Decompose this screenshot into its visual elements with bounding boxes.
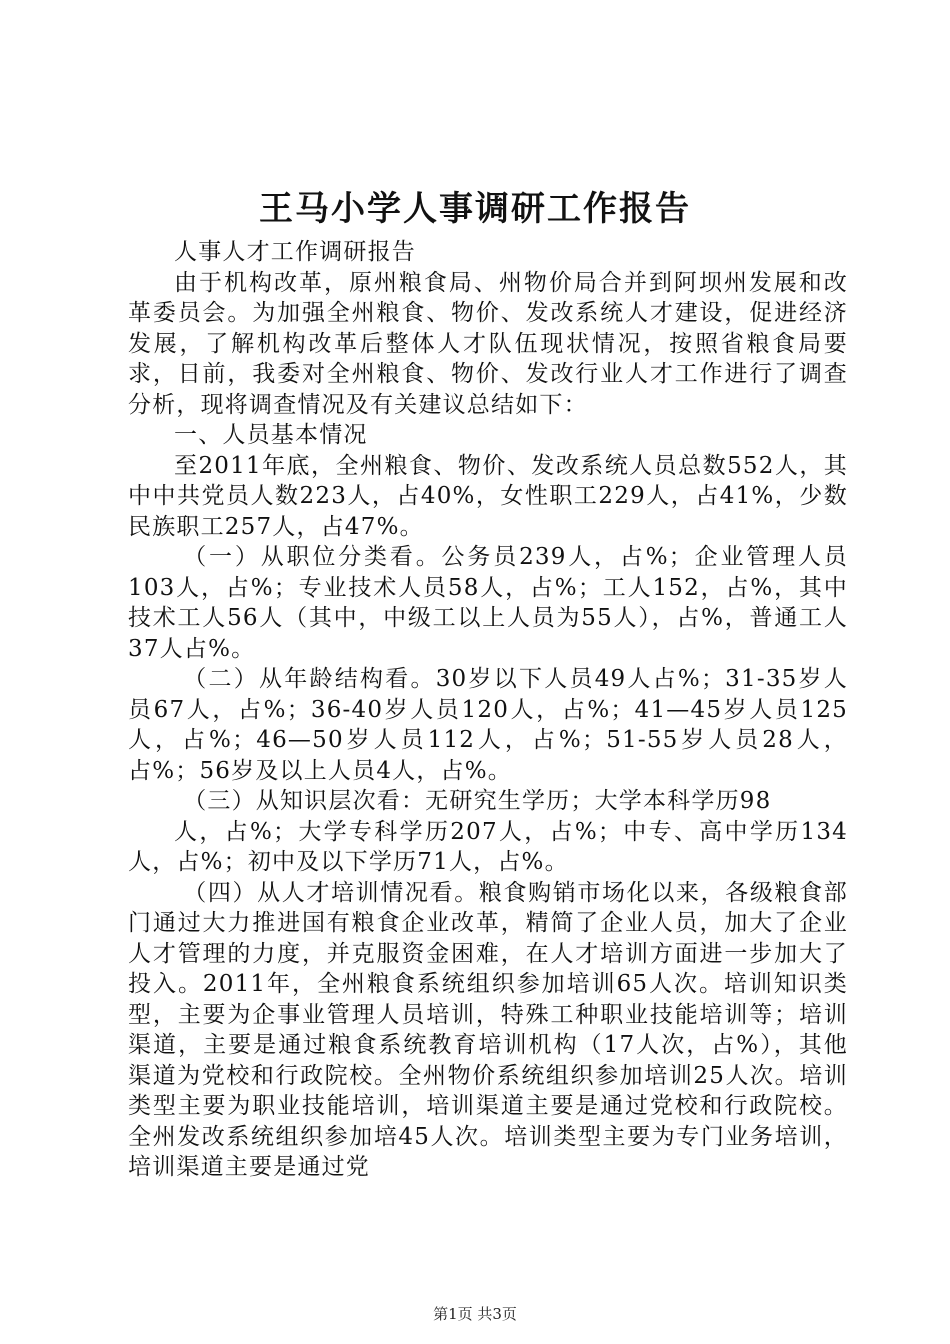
paragraph-age-structure: （二）从年龄结构看。30岁以下人员49人占%；31-35岁人员67人，占%；36-40岁人员120人，占%；41—45岁人员125人，占%；46—50岁人员112人，占%；51-55岁人员28人，占%；56岁及以上人员4人，占%。 [128,666,848,784]
document-title: 王马小学人事调研工作报告 [259,189,691,229]
paragraph-position-classification: （一）从职位分类看。公务员239人，占%；企业管理人员103人，占%；专业技术人员58人，占%；工人152，占%，其中技术工人56人（其中，中级工以上人员为55人），占%，普通工人37人占%。 [128,544,848,662]
education-line-first: （三）从知识层次看：无研究生学历；大学本科学历98 [183,788,772,814]
section-heading-personnel: 一、人员基本情况 [174,422,368,448]
page-indicator: 第1页 共3页 [433,1305,517,1323]
paragraph-subtitle: 人事人才工作调研报告 [174,239,416,265]
document-body [128,237,848,1183]
paragraph-training: （四）从人才培训情况看。粮食购销市场化以来，各级粮食部门通过大力推进国有粮食企业改革，精简了企业人员，加大了企业人才管理的力度，并克服资金困难，在人才培训方面进一步加大了投入。2011年，全州粮食系统组织参加培训65人次。培训知识类型，主要为企事业管理人员培训，特殊工种职业技能培训等；培训渠道，主要是通过粮食系统教育培训机构（17人次，占%），其他渠道为党校和行政院校。全州物价系统组织参加培训25人次。培训类型主要为职业技能培训，培训渠道主要是通过党校和行政院校。全州发改系统组织参加培45人次。培训类型主要为专门业务培训，培训渠道主要是通过党 [128,879,848,1180]
paragraph-intro: 由于机构改革，原州粮食局、州物价局合并到阿坝州发展和改革委员会。为加强全州粮食、物价、发改系统人才建设，促进经济发展，了解机构改革后整体人才队伍现状情况，按照省粮食局要求，日前，我委对全州粮食、物价、发改行业人才工作进行了调查分析，现将调查情况及有关建议总结如下： [128,269,848,418]
paragraph-education-level [128,786,848,878]
paragraph-totals: 至2011年底，全州粮食、物价、发改系统人员总数552人，其中中共党员人数223人，占40%，女性职工229人，占41%，少数民族职工257人，占47%。 [128,452,848,540]
education-line-continued: 人，占%；大学专科学历207人，占%；中专、高中学历134人，占%；初中及以下学历71人，占%。 [128,818,848,875]
